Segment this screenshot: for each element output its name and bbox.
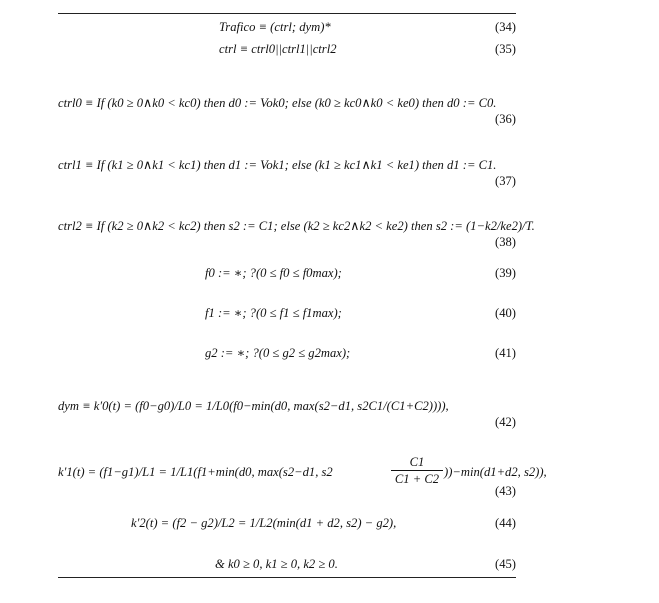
equation-number-44: (44) <box>495 516 516 530</box>
equation-number-38: (38) <box>495 235 516 249</box>
fraction-denominator: C1 + C2 <box>394 472 440 486</box>
equation-number-34: (34) <box>495 20 516 34</box>
equation-42: dym ≡ k′0(t) = (f0−g0)/L0 = 1/L0(f0−min(d0, max(s2−d1, s2C1/(C1+C2)))), <box>58 399 449 413</box>
equation-number-43: (43) <box>495 484 516 498</box>
equation-number-41: (41) <box>495 346 516 360</box>
equation-number-42: (42) <box>495 415 516 429</box>
equation-41: g2 := ∗; ?(0 ≤ g2 ≤ g2max); <box>205 346 351 360</box>
bottom-rule <box>58 577 516 578</box>
equation-number-36: (36) <box>495 112 516 126</box>
equation-number-39: (39) <box>495 266 516 280</box>
equation-34: Trafico ≡ (ctrl; dym)* <box>219 20 331 34</box>
equation-44: k′2(t) = (f2 − g2)/L2 = 1/L2(min(d1 + d2, s2) − g2), <box>131 516 397 530</box>
equation-number-35: (35) <box>495 42 516 56</box>
equation-43-right: ))−min(d1+d2, s2)), <box>444 465 547 479</box>
equation-43-fraction <box>391 455 443 486</box>
top-rule <box>58 13 516 14</box>
equation-43-left: k′1(t) = (f1−g1)/L1 = 1/L1(f1+min(d0, max(s2−d1, s2 <box>58 465 333 479</box>
fraction-bar <box>391 470 443 471</box>
equation-35: ctrl ≡ ctrl0||ctrl1||ctrl2 <box>219 42 337 56</box>
equation-39: f0 := ∗; ?(0 ≤ f0 ≤ f0max); <box>205 266 342 280</box>
equation-37: ctrl1 ≡ If (k1 ≥ 0∧k1 < kc1) then d1 := Vok1; else (k1 ≥ kc1∧k1 < ke1) then d1 := C1. <box>58 158 497 172</box>
equation-number-45: (45) <box>495 557 516 571</box>
equation-45: & k0 ≥ 0, k1 ≥ 0, k2 ≥ 0. <box>215 557 338 571</box>
equation-38: ctrl2 ≡ If (k2 ≥ 0∧k2 < kc2) then s2 := C1; else (k2 ≥ kc2∧k2 < ke2) then s2 := (1−k2/ke2)/T. <box>58 219 535 233</box>
equation-number-40: (40) <box>495 306 516 320</box>
fraction-numerator: C1 <box>409 455 425 469</box>
equation-number-37: (37) <box>495 174 516 188</box>
equation-36: ctrl0 ≡ If (k0 ≥ 0∧k0 < kc0) then d0 := Vok0; else (k0 ≥ kc0∧k0 < ke0) then d0 := C0. <box>58 96 497 110</box>
equation-40: f1 := ∗; ?(0 ≤ f1 ≤ f1max); <box>205 306 342 320</box>
